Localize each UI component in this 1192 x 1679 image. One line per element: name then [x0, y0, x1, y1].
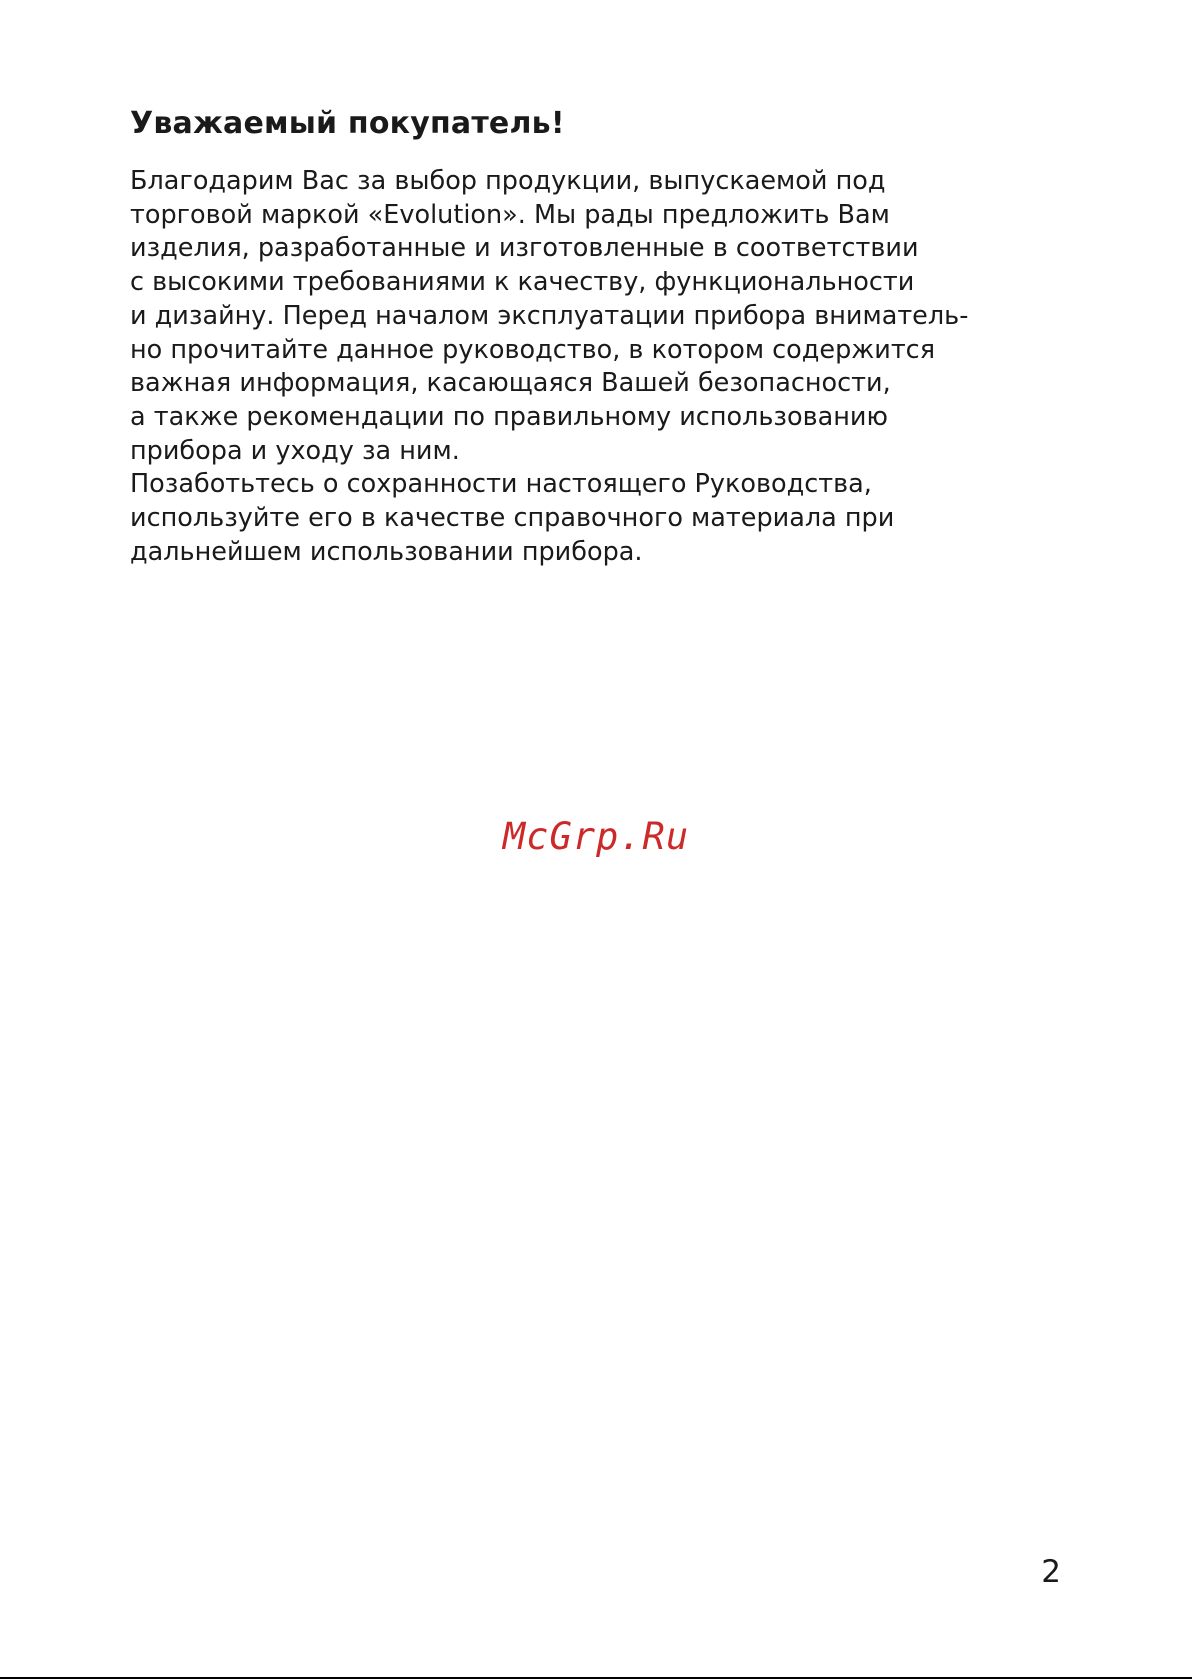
paragraph-line: дальнейшем использовании прибора. — [130, 536, 643, 567]
page-number: 2 — [1041, 1554, 1061, 1590]
paragraph-line: Позаботьтесь о сохранности настоящего Руководства, — [130, 469, 872, 500]
paragraph-line: изделия, разработанные и изготовленные в соответствии — [130, 233, 919, 264]
paragraph-line: но прочитайте данное руководство, в котором содержится — [130, 334, 936, 365]
page-heading: Уважаемый покупатель! — [130, 106, 565, 141]
paragraph-line: важная информация, касающаяся Вашей безопасности, — [130, 368, 891, 399]
paragraph-line: а также рекомендации по правильному использованию — [130, 401, 888, 432]
watermark: McGrp.Ru — [502, 815, 690, 858]
paragraph-line: Благодарим Вас за выбор продукции, выпускаемой под — [130, 166, 886, 196]
intro-paragraph — [130, 165, 1080, 569]
paragraph-line: и дизайну. Перед началом эксплуатации прибора вниматель- — [130, 300, 969, 331]
paragraph-line: с высокими требованиями к качеству, функциональности — [130, 267, 915, 298]
paragraph-line: прибора и уходу за ним. — [130, 435, 460, 466]
paragraph-line: торговой маркой «Evolution». Мы рады предложить Вам — [130, 199, 890, 230]
paragraph-line: используйте его в качестве справочного материала при — [130, 503, 895, 534]
